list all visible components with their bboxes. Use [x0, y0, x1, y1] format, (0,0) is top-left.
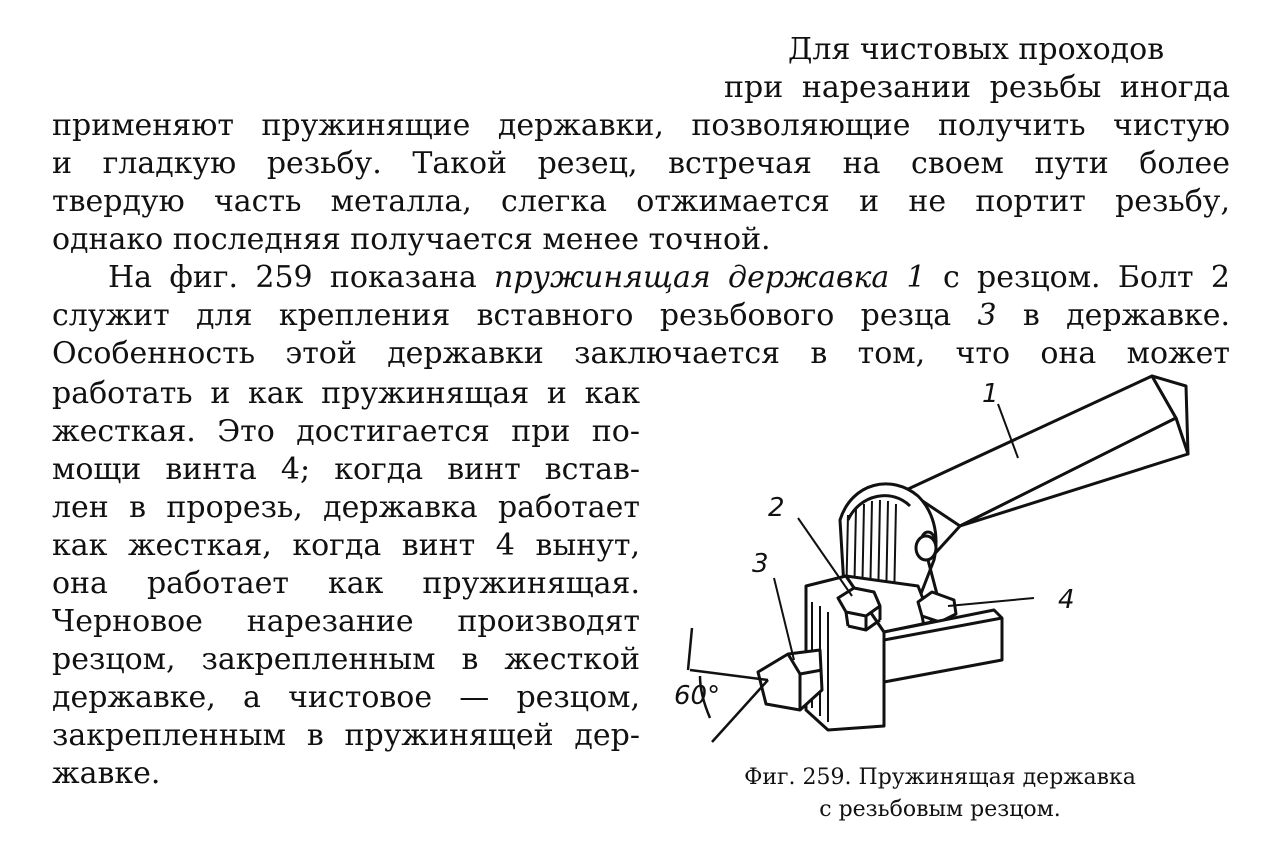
text-line: и гладкую резьбу. Такой резец, встречая на своем пути более: [52, 146, 1230, 181]
text-line: жавке.: [52, 756, 161, 791]
text-line: закрепленным в пружинящей дер-: [52, 718, 640, 753]
text-line: она работает как пружинящая.: [52, 566, 640, 601]
text-line: державке, а чистовое — резцом,: [52, 680, 640, 715]
text-line: резцом, закрепленным в жесткой: [52, 642, 640, 677]
text-line: мощи винта 4; когда винт встав-: [52, 452, 640, 487]
label-angle: 60°: [674, 681, 721, 711]
text-line: работать и как пружинящая и как: [52, 376, 640, 411]
text-line: лен в прорезь, державка работает: [52, 490, 640, 525]
text-run: с резцом. Болт 2: [925, 260, 1230, 295]
text-line: при нарезании резьбы иногда: [724, 70, 1230, 105]
text-line: как жесткая, когда винт 4 вынут,: [52, 528, 640, 563]
text-line: жесткая. Это достигается при по-: [52, 414, 640, 449]
text-line: применяют пружинящие державки, позволяющие получить чистую: [52, 108, 1230, 143]
label-part-3: 3: [752, 549, 769, 579]
spring-toolholder-illustration: [670, 370, 1250, 765]
figure-caption-line-1: Фиг. 259. Пружинящая державка: [744, 765, 1136, 790]
text-line: Черновое нарезание производят: [52, 604, 640, 639]
text-line: твердую часть металла, слегка отжимается и не портит резьбу,: [52, 184, 1230, 219]
label-part-2: 2: [768, 493, 785, 523]
text-line: [52, 298, 1230, 334]
italic-term: пружинящая державка 1: [494, 260, 926, 295]
text-line: [108, 260, 1230, 296]
text-run: На фиг. 259 показана: [108, 260, 495, 295]
text-line: Для чистовых проходов: [788, 32, 1165, 67]
figure-caption-line-2: с резьбовым резцом.: [819, 797, 1061, 822]
text-run: служит для крепления вставного резьбового резца: [52, 298, 978, 333]
label-part-1: 1: [982, 379, 999, 409]
label-part-4: 4: [1058, 585, 1075, 615]
text-run: в державке.: [996, 298, 1230, 333]
text-line: Особенность этой державки заключается в том, что она может: [52, 336, 1230, 371]
holder-shank: [906, 376, 1188, 570]
italic-term: 3: [977, 298, 997, 333]
text-line: однако последняя получается менее точной.: [52, 222, 771, 257]
